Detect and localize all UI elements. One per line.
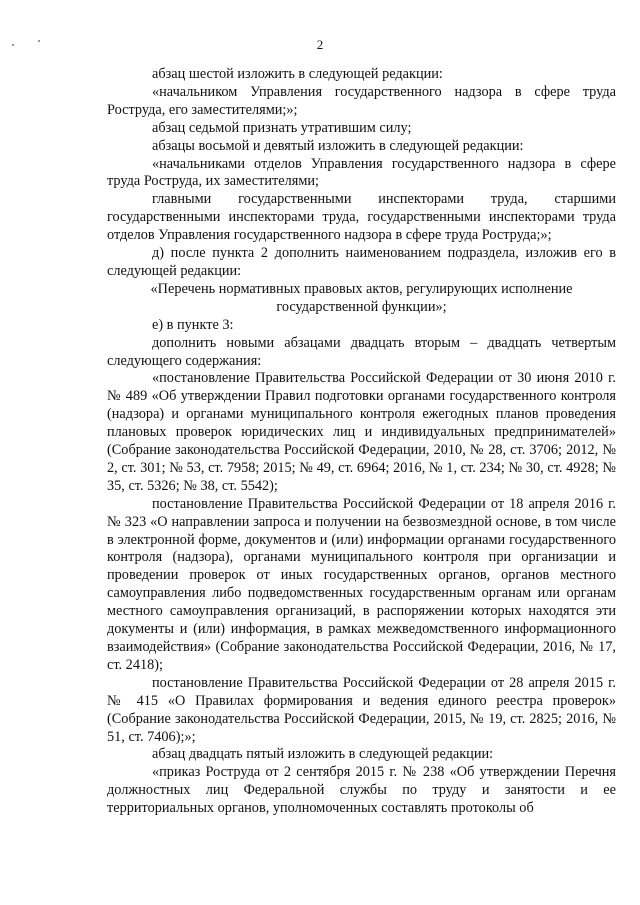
document-body <box>107 66 616 818</box>
paragraph: е) в пункте 3: <box>152 316 234 333</box>
paragraph: абзац шестой изложить в следующей редакции: <box>152 66 443 82</box>
paragraph: д) после пункта 2 дополнить наименованием подраздела, изложив его в следующей редакции: <box>107 245 616 279</box>
paragraph: абзац седьмой признать утратившим силу; <box>152 119 412 136</box>
paragraph: абзацы восьмой и девятый изложить в следующей редакции: <box>152 137 524 154</box>
scan-speck <box>38 40 40 42</box>
paragraph: дополнить новыми абзацами двадцать вторым – двадцать четвертым следующего содержания: <box>107 334 616 369</box>
paragraph: «начальниками отделов Управления государственного надзора в сфере труда Роструда, их заместителями; <box>107 155 616 190</box>
page-number: 2 <box>316 37 324 52</box>
scan-speck <box>12 44 14 46</box>
paragraph: «приказ Роструда от 2 сентября 2015 г. № 238 «Об утверждении Перечня должностных лиц Федеральной службы по труду и занятости и ее территориальных органов, уполномоченных составлять протоколы об <box>107 764 616 817</box>
paragraph: «начальником Управления государственного надзора в сфере труда Роструда, его заместителями;»; <box>107 83 616 118</box>
subsection-title: «Перечень нормативных правовых актов, регулирующих исполнение государственной функции»; <box>150 280 573 315</box>
paragraph: абзац двадцать пятый изложить в следующей редакции: <box>152 746 494 763</box>
paragraph: «постановление Правительства Российской Федерации от 30 июня 2010 г. № 489 «Об утверждении Правил подготовки органами государственного контроля (надзора) и органами муниципального контроля ежегодных планов проведения плановых проверок юридических лиц и индивидуальных предпринимателей» (Собрание законодательства Российской Федерации, 2010, № 28, ст. 3706; 2012, № 2, ст. 301; № 53, ст. 7958; 2015; № 49, ст. 6964; 2016, № 1, ст. 234; № 30, ст. 4928; № 35, ст. 5326; № 38, ст. 5542); <box>107 370 616 494</box>
paragraph: постановление Правительства Российской Федерации от 28 апреля 2015 г. № 415 «О Правилах формирования и ведения единого реестра проверок» (Собрание законодательства Российской Федерации, 2015, № 19, ст. 2825; 2016, № 51, ст. 7406);»; <box>107 674 616 745</box>
paragraph: постановление Правительства Российской Федерации от 18 апреля 2016 г. № 323 «О направлении запроса и получении на безвозмездной основе, в том числе в электронной форме, документов и (или) информации органами государственного контроля (надзора), органами муниципального контроля при организации и проведении проверок от иных государственных органов, органов местного самоуправления либо подведомственных государственным органам или органам местного самоуправления организаций, в распоряжении которых находятся эти документы и (или) информация, в рамках межведомственного информационного взаимодействия» (Собрание законодательства Российской Федерации, 2016, № 17, ст. 2418); <box>107 495 616 673</box>
paragraph: главными государственными инспекторами труда, старшими государственными инспекторами труда, государственными инспекторами труда отделов Управления государственного надзора в сфере труда Роструда;»; <box>107 191 616 244</box>
